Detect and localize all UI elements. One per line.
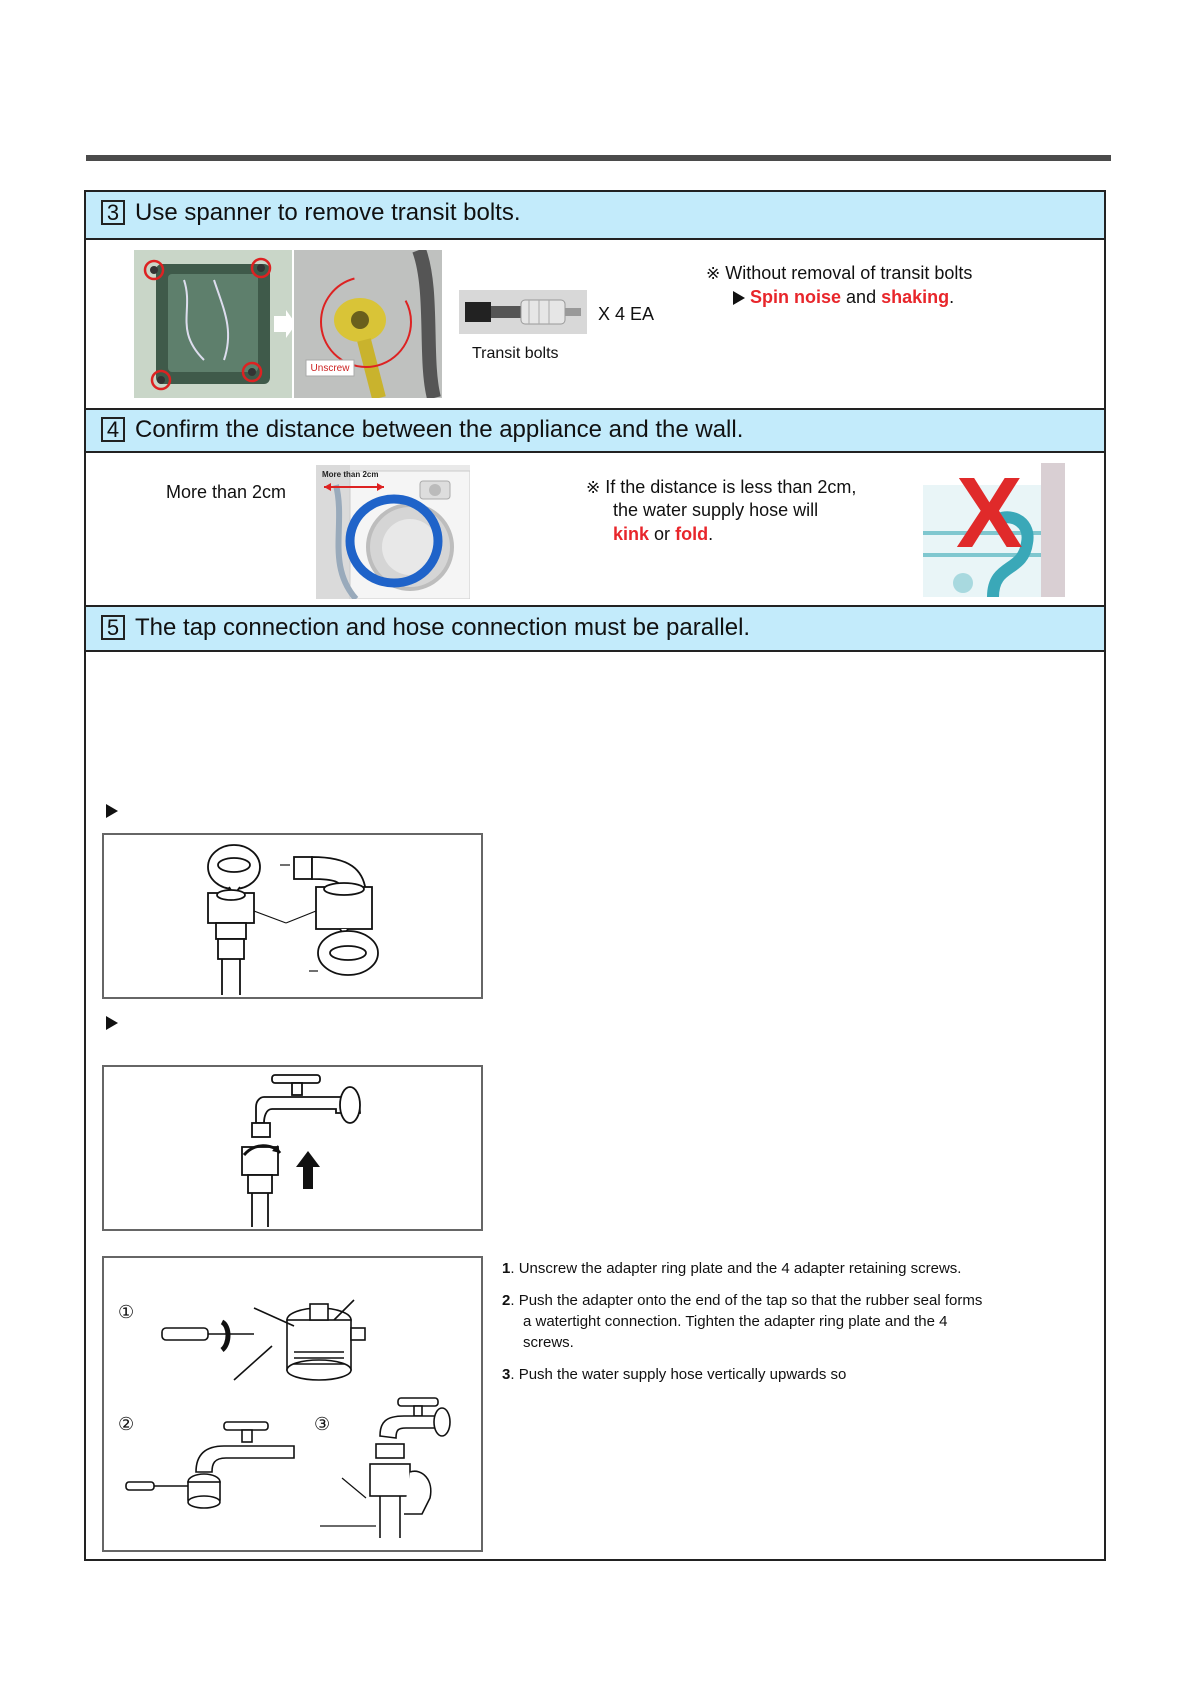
transit-bolt-image	[459, 290, 587, 334]
transit-bolt-photo	[134, 250, 442, 398]
marker-2: ②	[118, 1414, 135, 1434]
unscrew-label: Unscrew	[310, 363, 350, 374]
step-2: 2. Push the adapter onto the end of the tap so that the rubber seal forms a watertight connection. Tighten the adapter ring plate and the 4 screws.	[502, 1290, 1062, 1353]
section-3-title: Use spanner to remove transit bolts.	[135, 199, 521, 226]
period-text: .	[949, 287, 955, 307]
section-4-note-line-1: If the distance is less than 2cm,	[605, 477, 857, 497]
rubber-seal-drawing	[104, 835, 481, 997]
step-1: 1. Unscrew the adapter ring plate and the 4 adapter retaining screws.	[502, 1260, 962, 1277]
step-1-number: 1	[502, 1260, 511, 1277]
instruction-frame	[84, 190, 1106, 1561]
section-3-number: 3	[101, 200, 125, 225]
step-3: 3. Push the water supply hose vertically upwards so	[502, 1366, 847, 1383]
hose-to-tap-drawing	[104, 1067, 481, 1229]
fold-text: fold	[675, 524, 709, 544]
transit-bolts-caption: Transit bolts	[472, 345, 559, 362]
step-3-text: Push the water supply hose vertically upwards so	[518, 1366, 847, 1383]
marker-3: ③	[314, 1414, 331, 1434]
bullet-arrow-1	[106, 802, 118, 820]
hose-to-tap-figure	[102, 1065, 483, 1231]
step-3-number: 3	[502, 1366, 511, 1383]
section-5-header	[86, 605, 1104, 652]
rubber-seal-figure	[102, 833, 483, 999]
section-4-header	[86, 408, 1104, 453]
wrong-mark: X	[956, 457, 1023, 569]
note-symbol: ※	[586, 478, 601, 497]
section-4-number: 4	[101, 417, 125, 442]
step-2-number: 2	[502, 1292, 511, 1309]
section-4-note-line-2: the water supply hose will	[613, 500, 819, 520]
distance-label: More than 2cm	[166, 482, 287, 502]
section-3-consequence	[733, 286, 954, 309]
bullet-arrow-2	[106, 1014, 118, 1032]
adapter-steps-drawing	[104, 1258, 481, 1550]
adapter-steps-figure	[102, 1256, 483, 1552]
header-rule	[86, 155, 1111, 161]
section-4-note	[586, 476, 856, 499]
section-3-note-text: Without removal of transit bolts	[725, 263, 973, 283]
section-3-header	[86, 192, 1104, 240]
section-5-title: The tap connection and hose connection must be parallel.	[135, 614, 751, 641]
adapter-steps-list	[502, 1258, 1062, 1396]
shaking-text: shaking	[881, 287, 950, 307]
step-2-line-3: screws.	[523, 1334, 574, 1351]
marker-1: ①	[118, 1302, 135, 1322]
and-text: and	[846, 287, 877, 307]
step-2-line-1: Push the adapter onto the end of the tap so that the rubber seal forms	[518, 1292, 983, 1309]
arrow-right-icon	[106, 1016, 118, 1030]
note-symbol: ※	[706, 264, 721, 283]
arrow-right-icon	[106, 804, 118, 818]
section-5-number: 5	[101, 615, 125, 640]
kink-text: kink	[613, 524, 650, 544]
arrow-right-icon	[733, 291, 745, 305]
washer-photo-label: More than 2cm	[322, 470, 379, 479]
step-1-text: Unscrew the adapter ring plate and the 4 adapter retaining screws.	[518, 1260, 962, 1277]
or-text: or	[654, 524, 671, 544]
step-2-line-2: a watertight connection. Tighten the adapter ring plate and the 4	[523, 1313, 948, 1330]
spin-noise-text: Spin noise	[750, 287, 842, 307]
section-3-note	[706, 262, 972, 285]
bolt-quantity: X 4 EA	[598, 304, 655, 324]
washer-distance-photo	[316, 465, 470, 599]
period-text: .	[708, 524, 714, 544]
section-4-title: Confirm the distance between the appliance and the wall.	[135, 416, 744, 443]
section-4-result	[613, 523, 713, 546]
